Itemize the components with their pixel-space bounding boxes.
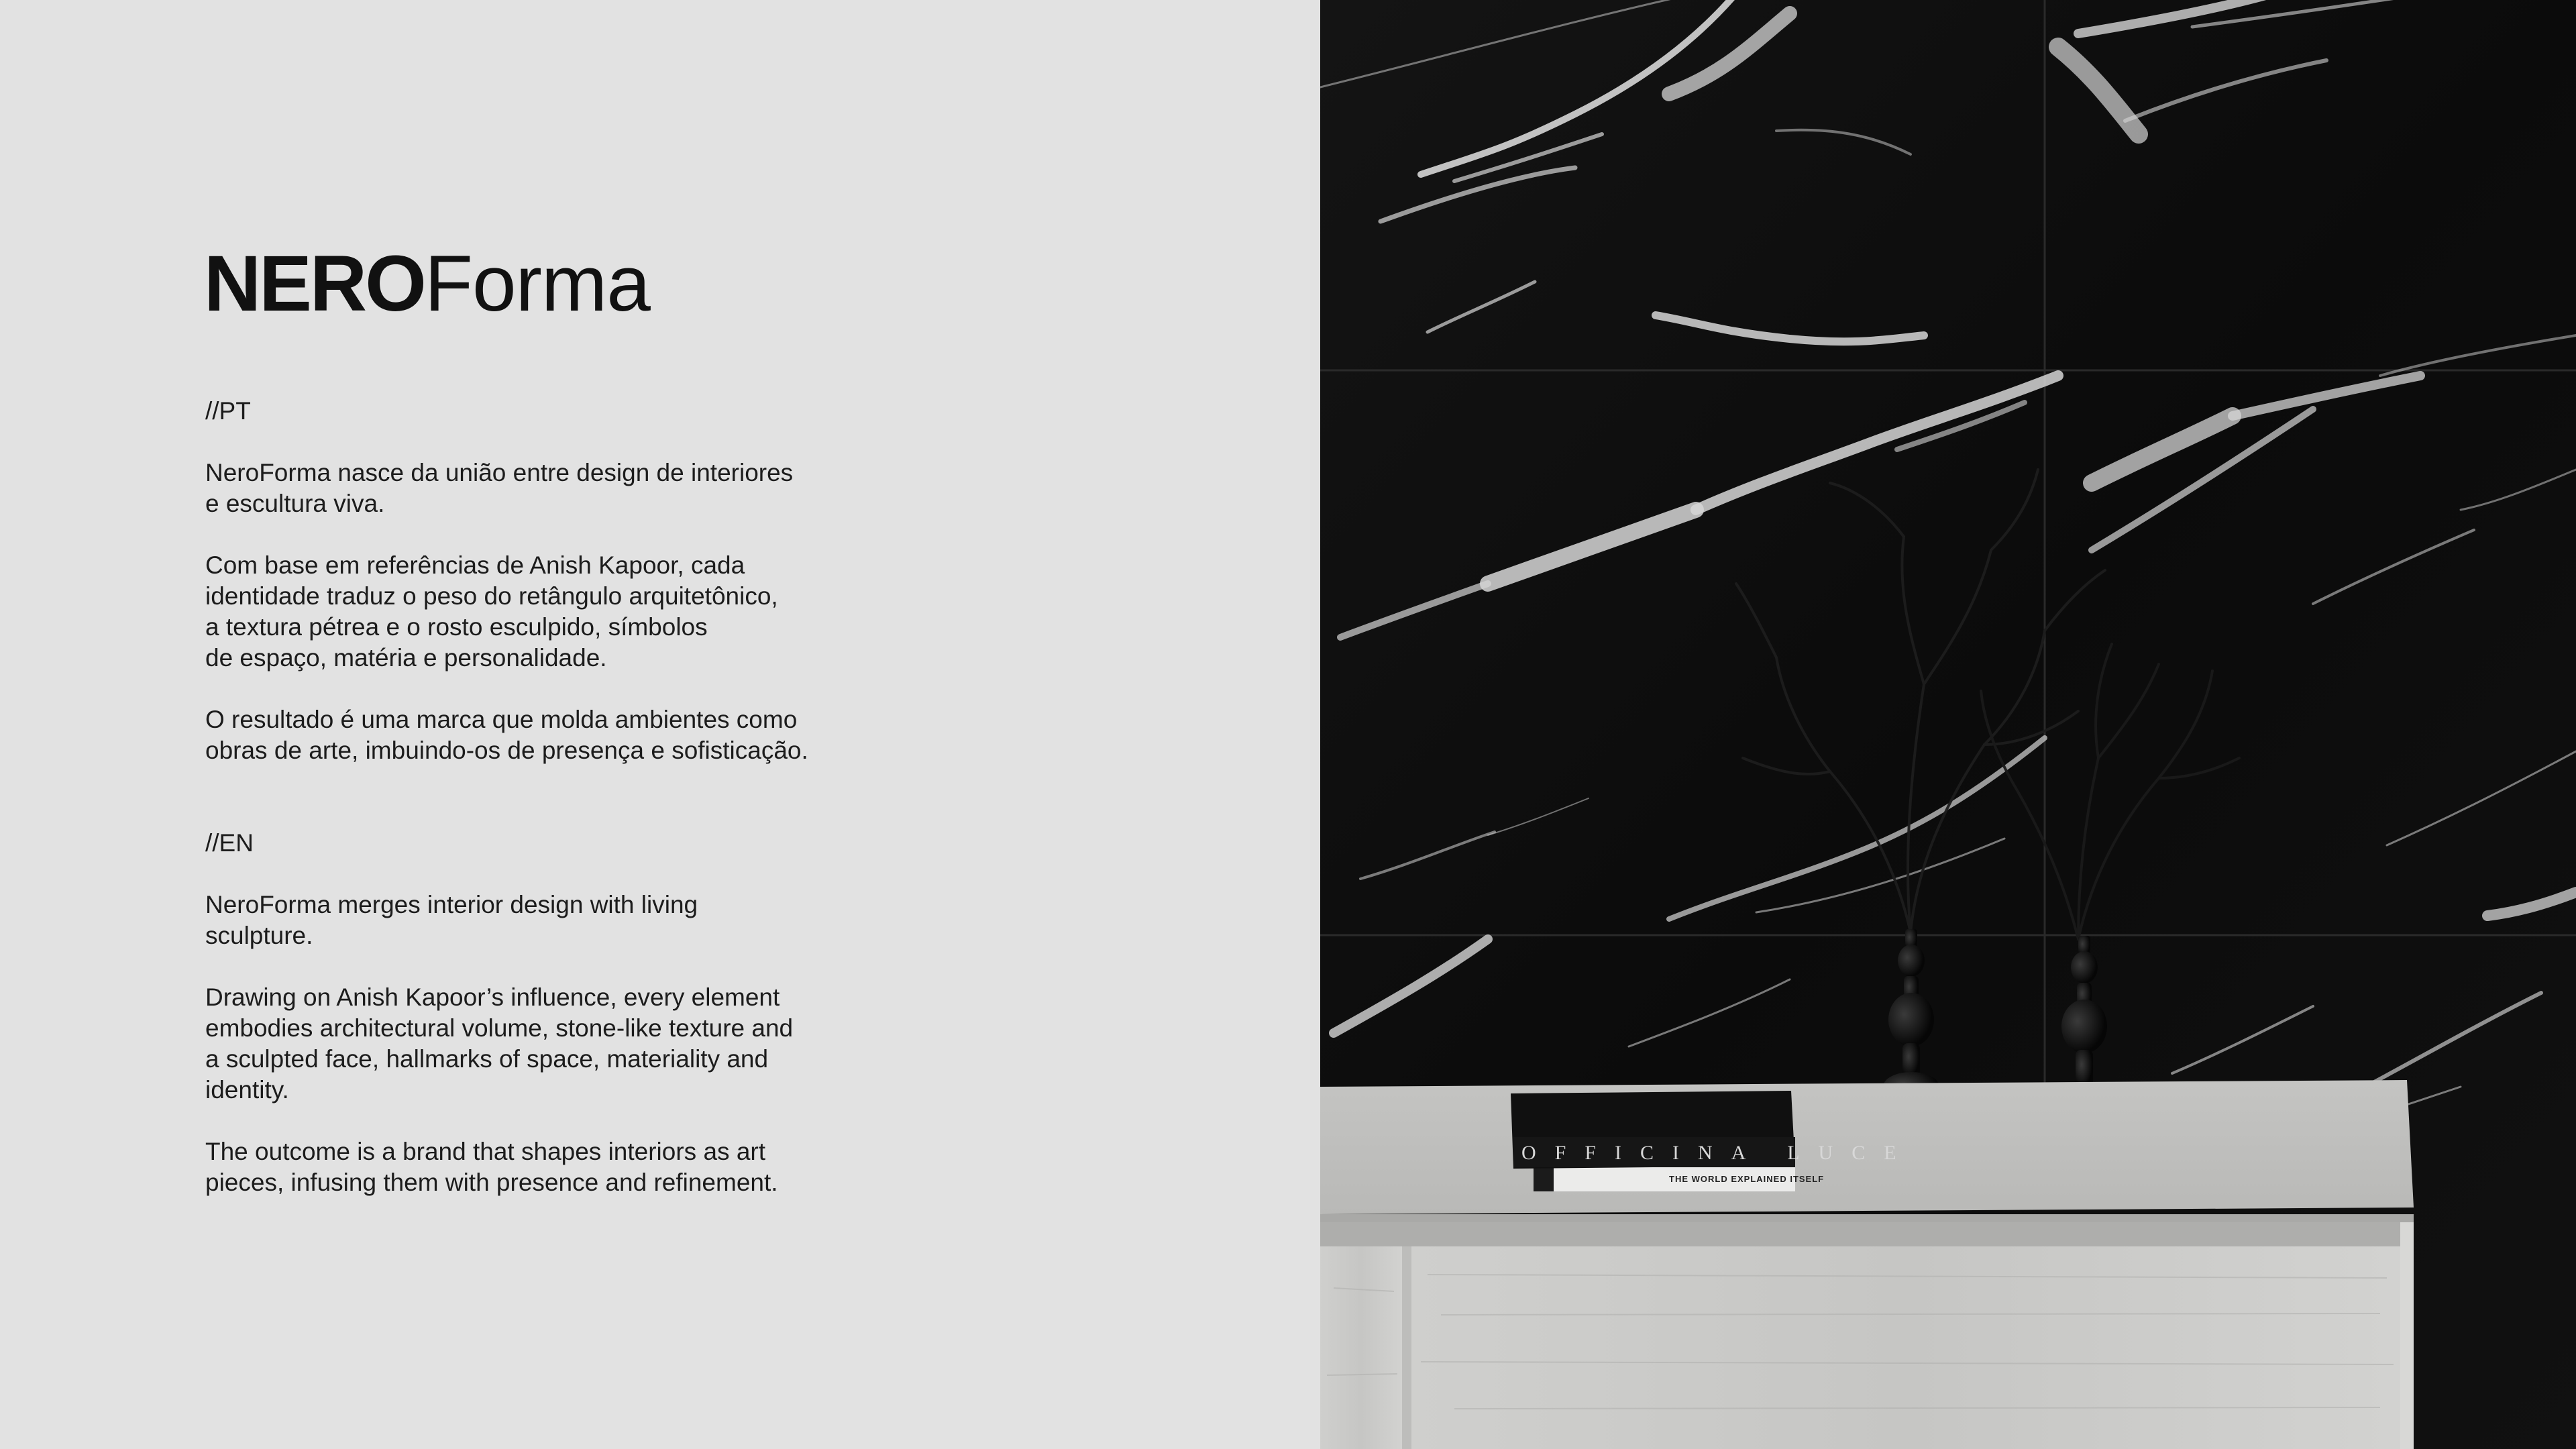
section-gap <box>205 797 943 828</box>
cabinet-top-edge <box>1320 1214 2414 1222</box>
pt-paragraph-1: NeroForma nasce da união entre design de interiores e escultura viva. <box>205 459 794 517</box>
book-bottom-spine-text: THE WORLD EXPLAINED ITSELF <box>1669 1174 1825 1184</box>
interior-photo-illustration <box>1320 0 2576 1449</box>
en-paragraph-2: Drawing on Anish Kapoor’s influence, every element embodies architectural volume, stone-like texture and a sculpted face, hallmarks of space, materiality and identity. <box>205 983 794 1104</box>
pt-language-tag: //PT <box>205 397 251 425</box>
brand-logo-bold: NERO <box>204 239 425 328</box>
book-top-spine-text: OFFICINA LUCE <box>1521 1142 1915 1164</box>
pt-paragraph-3: O resultado é uma marca que molda ambientes como obras de arte, imbuindo-os de presença e sofisticação. <box>205 706 808 764</box>
description-copy <box>205 396 943 1229</box>
en-language-tag: //EN <box>205 829 254 857</box>
cabinet-door-left <box>1320 1246 1402 1449</box>
en-paragraph-3: The outcome is a brand that shapes interiors as art pieces, infusing them with presence and refinement. <box>205 1138 778 1196</box>
brand-logo-light: Forma <box>424 239 650 328</box>
en-paragraph-1: NeroForma merges interior design with living sculpture. <box>205 891 698 949</box>
cabinet-side <box>2400 1222 2414 1449</box>
interior-photo <box>1320 0 2576 1449</box>
cabinet-recess <box>1320 1222 2414 1246</box>
pt-paragraph-2: Com base em referências de Anish Kapoor, cada identidade traduz o peso do retângulo arquitetônico, a textura pétrea e o rosto esculpido, símbolos de espaço, matéria e personalidade. <box>205 551 778 672</box>
brand-logo <box>204 240 650 327</box>
